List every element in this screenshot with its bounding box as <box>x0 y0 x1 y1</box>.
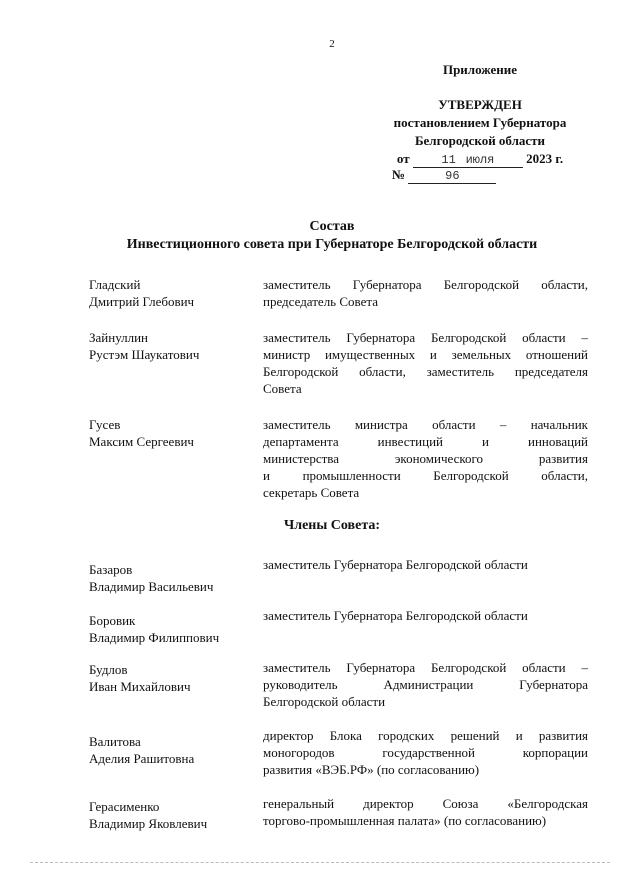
role-line: заместитель Губернатора Белгородской области, <box>263 277 588 292</box>
person-given-name: Владимир Яковлевич <box>89 816 208 831</box>
role-line: заместитель Губернатора Белгородской области – <box>263 330 588 345</box>
person-surname: Гладский <box>89 277 141 292</box>
person-surname: Будлов <box>89 662 128 677</box>
role-line: заместитель Губернатора Белгородской области <box>263 608 528 623</box>
person-role <box>263 556 588 573</box>
role-line: моногородов государственной корпорации <box>263 745 588 760</box>
person-given-name: Владимир Филиппович <box>89 630 220 645</box>
role-line: секретарь Совета <box>263 485 360 500</box>
person-given-name: Аделия Рашитовна <box>89 751 195 766</box>
role-line: и промышленности Белгородской области, <box>263 468 588 483</box>
person-name <box>89 798 254 832</box>
date-month: июля <box>465 153 495 167</box>
role-line: департамента инвестиций и инноваций <box>263 434 588 449</box>
person-given-name: Максим Сергеевич <box>89 434 194 449</box>
page-number: 2 <box>329 38 335 50</box>
role-line: директор Блока городских решений и развития <box>263 728 588 743</box>
person-given-name: Рустэм Шаукатович <box>89 347 200 362</box>
person-role <box>263 416 588 501</box>
role-line: генеральный директор Союза «Белгородская <box>263 796 588 811</box>
approved-label: УТВЕРЖДЕН <box>438 97 522 112</box>
person-name <box>89 561 254 595</box>
members-heading: Члены Совета: <box>283 518 381 533</box>
person-given-name: Иван Михайлович <box>89 679 191 694</box>
person-role <box>263 329 588 397</box>
document-subtitle: Инвестиционного совета при Губернаторе Белгородской области <box>126 237 538 252</box>
person-name <box>89 612 254 646</box>
person-role <box>263 607 588 624</box>
role-line: руководитель Администрации Губернатора <box>263 677 588 692</box>
person-surname: Зайнуллин <box>89 330 149 345</box>
date-year: 2023 г. <box>526 151 564 166</box>
role-line: торгово-промышленная палата» (по согласованию) <box>263 813 547 828</box>
role-line: Совета <box>263 381 302 396</box>
role-line: развития «ВЭБ.РФ» (по согласованию) <box>263 762 480 777</box>
role-line: министерства экономического развития <box>263 451 588 466</box>
number-handwritten-field <box>408 168 496 184</box>
date-prefix: от <box>396 151 410 166</box>
person-given-name: Владимир Васильевич <box>89 579 214 594</box>
person-given-name: Дмитрий Глебович <box>89 294 195 309</box>
person-name <box>89 733 254 767</box>
number-prefix: № <box>392 167 406 182</box>
date-day: 11 <box>441 153 456 167</box>
role-line: Белгородской области <box>263 694 386 709</box>
role-line: заместитель Губернатора Белгородской области – <box>263 660 588 675</box>
role-line: заместитель министра области – начальник <box>263 417 588 432</box>
person-surname: Валитова <box>89 734 141 749</box>
person-surname: Базаров <box>89 562 133 577</box>
role-line: министр имущественных и земельных отношений <box>263 347 588 362</box>
role-line: председатель Совета <box>263 294 378 309</box>
person-name <box>89 661 254 695</box>
role-line: заместитель Губернатора Белгородской области <box>263 557 528 572</box>
person-surname: Герасименко <box>89 799 160 814</box>
person-name <box>89 276 254 310</box>
person-role <box>263 659 588 710</box>
person-surname: Боровик <box>89 613 136 628</box>
person-name <box>89 416 254 450</box>
person-role <box>263 276 588 310</box>
appendix-label: Приложение <box>442 62 518 77</box>
number-value: 96 <box>445 169 460 183</box>
scan-artifact-divider <box>30 862 610 864</box>
document-title: Состав <box>309 219 355 234</box>
role-line: Белгородской области, заместитель председателя <box>263 364 588 379</box>
person-surname: Гусев <box>89 417 121 432</box>
decree-number <box>392 166 542 184</box>
person-role <box>263 727 588 778</box>
approved-by-line-1: постановлением Губернатора <box>393 115 567 130</box>
approved-by-line-2: Белгородской области <box>414 133 546 148</box>
person-name <box>89 329 254 363</box>
person-role <box>263 795 588 829</box>
